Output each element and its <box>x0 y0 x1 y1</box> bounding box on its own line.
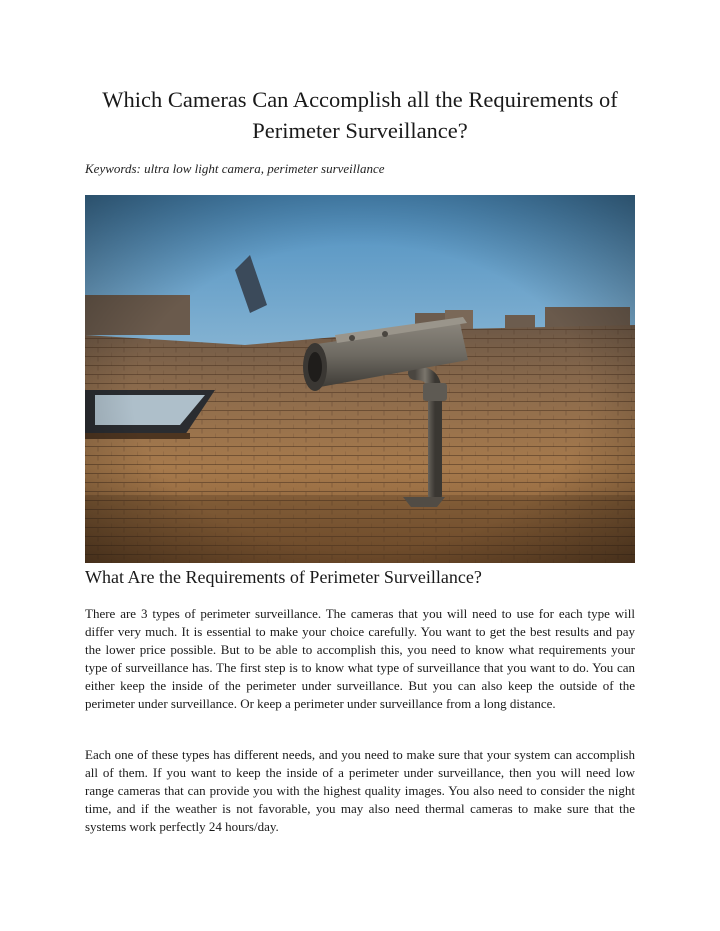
document-title: Which Cameras Can Accomplish all the Requirements of Perimeter Surveillance? <box>102 87 618 143</box>
security-camera-photo <box>85 195 635 563</box>
keywords-line: Keywords: ultra low light camera, perimeter surveillance <box>85 161 385 176</box>
section-heading: What Are the Requirements of Perimeter Surveillance? <box>85 567 482 587</box>
paragraph-2: Each one of these types has different needs, and you need to make sure that your system can accomplish all of them. If you want to keep the inside of a perimeter under surveillance, then you will need low range cameras that can provide you with the highest quality images. You also need to consider the night time, and if the weather is not favorable, you may also need thermal cameras to make sure that the systems work perfectly 24 hours/day. <box>85 747 635 834</box>
paragraph-1: There are 3 types of perimeter surveillance. The cameras that you will need to use for each type will differ very much. It is essential to make your choice carefully. You want to get the best results and pay the lower price possible. But to be able to accomplish this, you need to know what requirements your type of surveillance has. The first step is to know what type of surveillance that you want to do. You can either keep the inside of the perimeter under surveillance. But you can also keep the outside of the perimeter under surveillance. Or keep a perimeter under surveillance from a long distance. <box>85 606 635 711</box>
